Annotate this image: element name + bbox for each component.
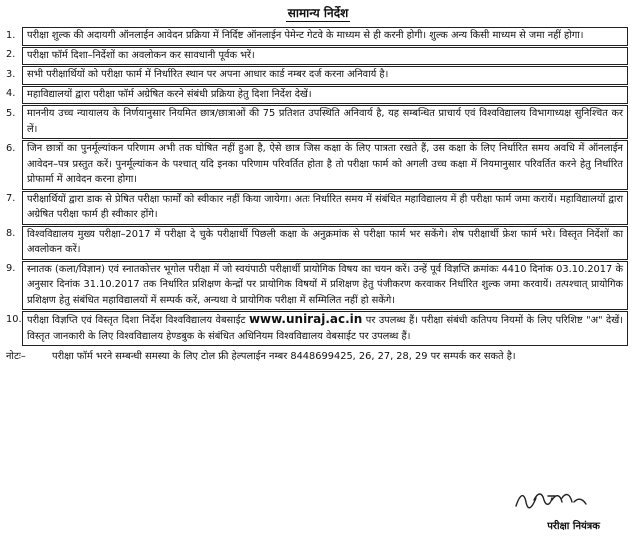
item-number: 6. [6, 142, 16, 154]
signature-image [512, 488, 592, 512]
item-number: 1. [6, 29, 16, 41]
instruction-row [6, 86, 628, 104]
helpline-note [6, 349, 628, 365]
instruction-row [6, 261, 628, 310]
instruction-row [6, 67, 628, 85]
instruction-row [6, 191, 628, 224]
signatory-title: परीक्षा नियंत्रक [547, 521, 600, 532]
instruction-row [6, 47, 628, 65]
item-text [23, 312, 628, 346]
item-number: 9. [6, 263, 16, 274]
instruction-row [6, 312, 628, 346]
instructions-table [6, 27, 628, 346]
item-number: 8. [6, 228, 16, 239]
item-text: परीक्षा फॉर्म दिशा–निर्देशों का अवलोकन कर सावधानी पूर्वक भरें। [23, 47, 628, 65]
university-website-link[interactable]: www.uniraj.ac.in [248, 312, 363, 326]
item-text: महाविद्यालयों द्वारा परीक्षा फॉर्म अग्रेषित करने संबंधी प्रक्रिया हेतु दिशा निर्देश देखें। [23, 86, 628, 104]
instruction-row [6, 106, 628, 139]
instruction-row [6, 226, 628, 259]
note-text: परीक्षा फॉर्म भरने सम्बन्धी समस्या के लिए टोल फ्री हेल्पलाईन नम्बर 8448699425, 26, 27, 28, 29 पर सम्पर्क कर सकते है। [52, 351, 516, 362]
instruction-row [6, 28, 628, 46]
item-number: 3. [6, 68, 16, 80]
item-number: 5. [6, 107, 16, 119]
item-text-after-url: पर उपलब्ध हैं। परीक्षा संबंधी कतिपय नियमों के लिए परिशिष्ट "अ" देखें। विस्तृत जानकारी के लिए विश्वविद्यालय हेण्डबुक के संबंधित अधिनियम विश्वविद्यालय वेबसाईट पर उपलब्ध हैं। [27, 315, 623, 342]
item-text: विश्वविद्यालय मुख्य परीक्षा–2017 में परीक्षा दे चुके परीक्षार्थी पिछली कक्षा के अनुक्रमांक से परीक्षा फार्म भर सकेंगे। शेष परीक्षार्थी फ्रेश फार्म भरे। विस्तृत निर्देशों का अवलोकन करें। [23, 226, 628, 259]
item-number: 7. [6, 193, 16, 204]
item-number: 2. [6, 49, 16, 60]
title-text: सामान्य निर्देश [287, 6, 349, 20]
item-text: सभी परीक्षार्थियों को परीक्षा फार्म में निर्धारित स्थान पर अपना आधार कार्ड नम्बर दर्ज करना अनिवार्य है। [23, 67, 628, 85]
item-text: माननीय उच्च न्यायालय के निर्णयानुसार नियमित छात्र/छात्राओं की 75 प्रतिशत उपस्थिति अनिवार्य है, यह सम्बन्धित प्राचार्य एवं विश्वविद्यालय विभागाध्यक्ष सुनिश्चित कर लें। [23, 106, 628, 139]
instruction-row [6, 141, 628, 190]
item-text: परीक्षार्थियों द्वारा डाक से प्रेषित परीक्षा फार्मों को स्वीकार नहीं किया जायेगा। अतः निर्धारित समय में संबंधित महाविद्यालय में ही परीक्षा फार्म जमा करायें। महाविद्यालयों द्वारा अग्रेषित परीक्षा फार्म ही स्वीकार होंगे। [23, 191, 628, 224]
item-text-before-url: परीक्षा विज्ञप्ति एवं विस्तृत दिशा निर्देश विश्वविद्यालय वेबसाईट [27, 315, 246, 326]
item-text: जिन छात्रों का पुनर्मूल्यांकन परिणाम अभी तक घोषित नहीं हुआ है, ऐसे छात्र जिस कक्षा के लिए पात्रता रखते हैं, उस कक्षा के लिए निर्धारित समय अवधि में ऑनलाईन आवेदन–पत्र प्रस्तुत करें। पुनर्मूल्यांकन के पश्चात् यदि इनका परिणाम परिवर्तित होता है तो परीक्षा फार्म को अगली उच्च कक्षा में नियमानुसार परिवर्तित करने हेतु निर्धारित प्रोफार्मा में आवेदन करना होगा। [23, 141, 628, 190]
page-title [6, 4, 630, 21]
note-label: नोटः– [6, 351, 26, 362]
item-text: परीक्षा शुल्क की अदायगी ऑनलाईन आवेदन प्रक्रिया में निर्दिष्ट ऑनलाईन पेमेन्ट गेटवे के माध्यम से ही करनी होगी। शुल्क अन्य किसी माध्यम से जमा नहीं होगा। [23, 28, 628, 46]
item-number: 10. [6, 313, 22, 325]
item-number: 4. [6, 88, 16, 99]
item-text: स्नातक (कला/विज्ञान) एवं स्नातकोत्तर भूगोल परीक्षा में जो स्वयंपाठी परीक्षार्थी प्रायोगिक विषय का चयन करें। उन्हें पूर्व विज्ञप्ति क्रमांकः 4410 दिनांक 03.10.2017 के अनुसार दिनांक 31.10.2017 तक निर्धारित प्रशिक्षण केन्द्रों पर प्रायोगिक विषयों में प्रशिक्षण हेतु पंजीकरण करवाकर निर्धारित शुल्क जमा करवायें। तत्पश्चात् प्रायोगिक प्रशिक्षण हेतु संबंधित महाविद्यालयों में सम्पर्क करें, अन्यथा वे प्रायोगिक परीक्षा में सम्मिलित नहीं हो सकेंगे। [23, 261, 628, 310]
